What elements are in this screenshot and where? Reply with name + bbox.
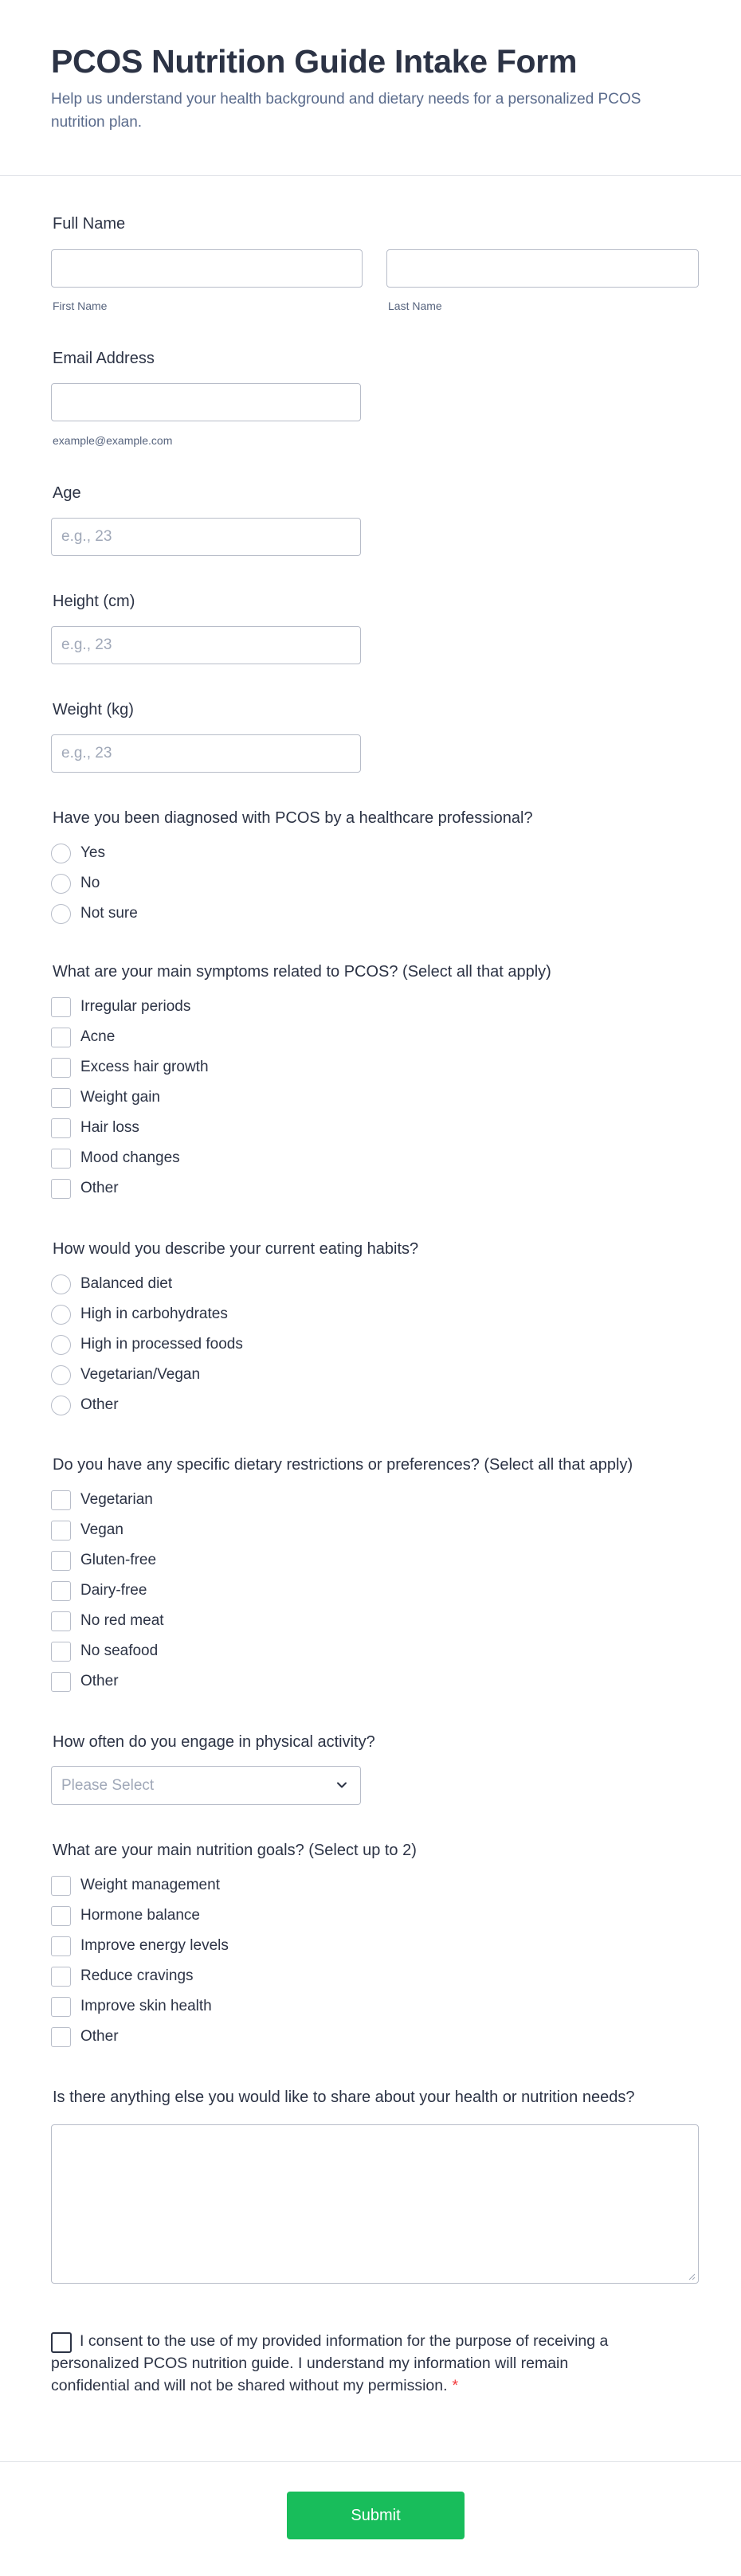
checkbox[interactable] [51,1967,71,1987]
restriction-option[interactable] [51,1580,147,1602]
option-label: Yes [80,844,105,861]
checkbox[interactable] [51,1672,71,1692]
checkbox[interactable] [51,1179,71,1199]
option-label: High in carbohydrates [80,1306,228,1322]
radio-button[interactable] [51,1335,71,1355]
checkbox[interactable] [51,1876,71,1896]
checkbox[interactable] [51,1490,71,1510]
checkbox[interactable] [51,1997,71,2017]
checkbox[interactable] [51,1149,71,1169]
checkbox[interactable] [51,1642,71,1662]
last-name-input[interactable] [386,249,699,288]
option-label: Gluten-free [80,1552,157,1568]
checkbox[interactable] [51,1118,71,1138]
anything-else-label: Is there anything else you would like to share about your health or nutrition needs? [53,2089,635,2106]
radio-button[interactable] [51,1305,71,1325]
activity-label: How often do you engage in physical activity? [53,1733,375,1751]
option-label: Vegetarian/Vegan [80,1366,201,1383]
option-label: Improve energy levels [80,1937,229,1954]
radio-button[interactable] [51,904,71,924]
last-name-sublabel: Last Name [388,299,442,312]
checkbox[interactable] [51,1521,71,1541]
symptom-option[interactable] [51,1086,160,1109]
radio-button[interactable] [51,1365,71,1385]
eating-option[interactable] [51,1364,200,1386]
submit-button[interactable]: Submit [287,2492,465,2539]
height-input[interactable] [51,626,361,664]
restriction-option[interactable] [51,1489,153,1511]
checkbox[interactable] [51,1551,71,1571]
option-label: No red meat [80,1612,164,1629]
consent-text: I consent to the use of my provided information for the purpose of receiving a personalized PCOS nutrition guide. I understand my information will remain confidential and will not be shared without my permission. [51,2332,609,2394]
option-label: Hormone balance [80,1907,200,1924]
checkbox[interactable] [51,1058,71,1078]
radio-button[interactable] [51,1274,71,1294]
option-label: Weight gain [80,1089,160,1106]
radio-button[interactable] [51,874,71,894]
option-label: Other [80,1396,119,1413]
age-input[interactable] [51,518,361,556]
weight-input[interactable] [51,734,361,773]
restrictions-label: Do you have any specific dietary restrictions or preferences? (Select all that apply) [53,1456,633,1474]
option-label: Other [80,2028,119,2045]
option-label: Irregular periods [80,998,191,1015]
diagnosed-label: Have you been diagnosed with PCOS by a healthcare professional? [53,809,533,827]
email-field[interactable] [51,383,361,421]
radio-button[interactable] [51,844,71,863]
diagnosed-option[interactable] [51,872,100,895]
eating-option[interactable] [51,1333,243,1356]
consent-label [51,2330,625,2397]
eating-option[interactable] [51,1303,228,1325]
first-name-sublabel: First Name [53,299,108,312]
checkbox[interactable] [51,2027,71,2047]
option-label: No [80,875,100,891]
height-label: Height (cm) [53,593,135,610]
email-label: Email Address [53,350,155,367]
option-label: Mood changes [80,1149,180,1166]
first-name-input[interactable] [51,249,363,288]
goals-label: What are your main nutrition goals? (Select up to 2) [53,1842,417,1859]
goal-option[interactable] [51,1995,212,2018]
form-header [0,0,741,176]
option-label: Not sure [80,905,138,922]
weight-label: Weight (kg) [53,701,134,718]
option-label: Vegetarian [80,1491,153,1508]
age-label: Age [53,484,81,502]
restriction-option[interactable] [51,1610,164,1632]
restriction-option[interactable] [51,1519,124,1541]
diagnosed-option[interactable] [51,842,105,864]
symptom-option[interactable] [51,1117,139,1139]
email-sublabel: example@example.com [53,434,173,447]
checkbox[interactable] [51,1028,71,1047]
option-label: Improve skin health [80,1998,212,2014]
option-label: Hair loss [80,1119,139,1136]
symptom-option[interactable] [51,1147,180,1169]
checkbox[interactable] [51,1611,71,1631]
checkbox[interactable] [51,997,71,1017]
option-label: No seafood [80,1642,159,1659]
resize-handle-icon[interactable] [688,2273,696,2280]
anything-else-textarea[interactable] [51,2124,699,2284]
option-label: High in processed foods [80,1336,243,1353]
goal-option[interactable] [51,1935,229,1957]
option-label: Excess hair growth [80,1059,209,1075]
form-title: PCOS Nutrition Guide Intake Form [51,43,578,80]
option-label: Balanced diet [80,1275,173,1292]
checkbox[interactable] [51,1581,71,1601]
eating-option[interactable] [51,1394,119,1416]
restriction-option[interactable] [51,1640,158,1662]
restriction-option[interactable] [51,1549,156,1572]
form-description: Help us understand your health background and dietary needs for a personalized PCOS nutrition plan. [51,91,641,131]
goal-option[interactable] [51,1905,200,1927]
eating-habits-label: How would you describe your current eating habits? [53,1240,419,1258]
required-asterisk: * [452,2377,459,2394]
option-label: Dairy-free [80,1582,147,1599]
option-label: Vegan [80,1521,124,1538]
symptom-option[interactable] [51,1026,115,1048]
checkbox[interactable] [51,1906,71,1926]
symptom-option[interactable] [51,996,190,1018]
option-label: Acne [80,1028,116,1045]
checkbox[interactable] [51,1936,71,1956]
chevron-down-icon [335,1778,349,1792]
symptom-option[interactable] [51,1177,119,1200]
activity-select-value: Please Select [61,1777,155,1794]
goal-option[interactable] [51,2026,119,2048]
eating-option[interactable] [51,1273,172,1295]
restriction-option[interactable] [51,1670,119,1693]
footer-divider [0,2461,741,2462]
symptoms-label: What are your main symptoms related to PCOS? (Select all that apply) [53,963,551,981]
checkbox[interactable] [51,1088,71,1108]
diagnosed-option[interactable] [51,902,138,925]
full-name-label: Full Name [53,215,126,233]
option-label: Other [80,1673,119,1689]
radio-button[interactable] [51,1396,71,1415]
goal-option[interactable] [51,1874,220,1897]
symptom-option[interactable] [51,1056,209,1079]
activity-select[interactable] [51,1766,361,1805]
option-label: Weight management [80,1877,220,1893]
option-label: Other [80,1180,119,1196]
goal-option[interactable] [51,1965,194,1987]
option-label: Reduce cravings [80,1967,194,1984]
